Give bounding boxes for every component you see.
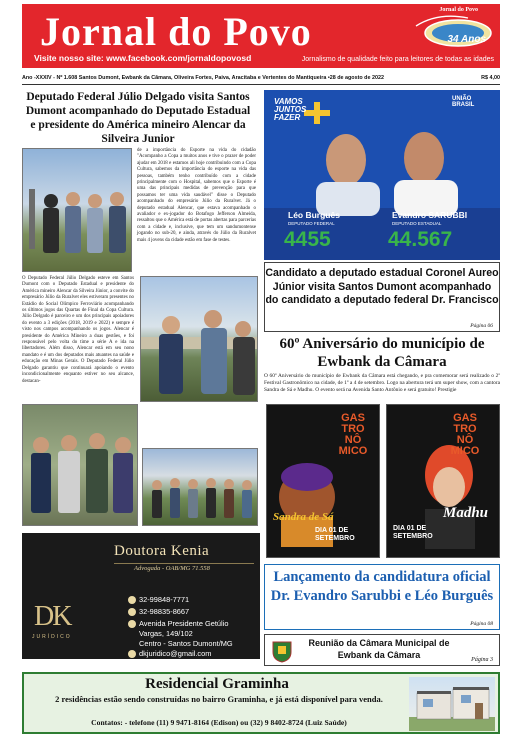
- lawyer-oab: Advogada - OAB/MG 71.558: [134, 565, 210, 572]
- candidate-right-name: Evandro SARUBBI: [392, 210, 468, 220]
- party-name: UNIÃO BRASIL: [452, 96, 475, 108]
- poster1-artist: Sandra de Sá: [273, 511, 334, 523]
- festival-poster-sandra: [266, 404, 380, 558]
- phone-icon: [128, 608, 136, 616]
- house-render-image: [409, 677, 495, 731]
- price: R$ 4,00: [481, 75, 500, 81]
- email-icon: [128, 650, 136, 658]
- phone-line-2: 32-98835-8667: [128, 607, 189, 616]
- edition-text: Ano -XXXIV - Nº 1.608 Santos Dumont, Ewbank da Câmara, Oliveira Fortes, Paiva, Aracitaba e Vertentes do Mantiqueira •28 de agosto de 2022: [22, 75, 384, 81]
- poster1-title-3: NÔ: [344, 434, 362, 446]
- poster2-title-1: GAS: [453, 412, 477, 424]
- candidate-story-box[interactable]: [264, 262, 500, 332]
- photo-group-men-field: [22, 148, 132, 272]
- photo-group-stadium: [142, 448, 258, 526]
- campaign-ad: [264, 90, 500, 260]
- candidate-right-role: DEPUTADO ESTADUAL: [392, 221, 442, 226]
- photo-men-posing: [22, 404, 138, 526]
- masthead: [22, 4, 500, 68]
- poster2-title-2: TRO: [453, 423, 477, 435]
- address-line-3: Centro - Santos Dumont/MG: [139, 639, 233, 648]
- lead-text-left: O Deputado Federal Júlio Delgado esteve em Santos Dumont com o Deputado Estadual e presidente do América mineiro Alencar da Silveira Júnior, a convite do empresário Júlio da Ruralvet eles estiveram presentes no Estádio do Social Olímpico Ferroviário acompanhando os últimos jogos das Quartas de Final da Copa Cultura. Júlio Delgado é parceiro e um dos principais apoiadores do evento a 3 edições (2018, 2019 e 2022) e sempre é visto nos campos acompanhando os jogos. Alencar é presidente do América Mineiro a duas gestões, e foi responsável pelo volta do time a série A e ida na libertadores. Além disso, Alencar está em seu nono mandato e é um dos deputados mais atuantes na saúde e educação em Minas Gerais. O Deputado Federal Júlio Delgado garantiu que continuará apoiando o evento incondicionalmente enquanto estiver no seu alcance, destacan-: [22, 276, 134, 384]
- residencial-title: Residencial Graminha: [145, 676, 289, 692]
- ad-divider: [114, 563, 254, 564]
- candidate-right-number: 44.567: [388, 228, 453, 251]
- city-coat-of-arms-icon: [271, 639, 293, 663]
- festival-poster-madhu: [386, 404, 500, 558]
- website-link[interactable]: Visite nosso site: www.facebook.com/jornaldopovosd: [34, 53, 252, 63]
- anniversary-headline: 60º Aniversário do município de Ewbank da Câmara: [279, 336, 485, 370]
- candidate-story-headline: Candidato a deputado estadual Coronel Aureo Júnior visita Santos Dumont acompanhado do candidato a deputado federal Dr. Francisco: [265, 267, 499, 306]
- poster1-title-1: GAS: [341, 412, 365, 424]
- launch-story-box[interactable]: [264, 564, 500, 630]
- candidate-left-role: DEPUTADO FEDERAL: [288, 221, 335, 226]
- tagline: Jornalismo de qualidade feito para leitores de todas as idades: [301, 56, 494, 63]
- address-line-1: Avenida Presidente Getúlio: [128, 619, 228, 628]
- poster1-date: DIA 01 DE SETEMBRO: [315, 527, 355, 542]
- residencial-contacts: Contatos: - telefone (11) 9 9471-8164 (Edison) ou (32) 9 8402-8724 (Luiz Saúde): [91, 718, 347, 727]
- anniversary-text: O 60º Aniversário do município de Ewbank da Câmara está chegando, e pra comemorar será realizado o 2º Festival Gastronômico na cidade, de 1º a 4 de setembro. Logo na abertura terá um super show, com a cantora Sandra de Sá e Madhu. O evento será na Avenida Santo Antônio e será gratuito! Prestigie: [264, 373, 500, 393]
- edition-info-bar: [22, 71, 500, 85]
- meeting-story-page: Página 3: [471, 657, 493, 663]
- phone-line-1: 32-99848-7771: [128, 595, 189, 604]
- residencial-text: 2 residências estão sendo construídas no bairro Graminha, e já está disponível para venda.: [55, 694, 383, 704]
- candidate-story-page: Página 06: [470, 323, 493, 329]
- launch-story-headline: Lançamento da candidatura oficial Dr. Evandro Sarubbi e Léo Burguês: [270, 569, 494, 604]
- address-line-2: Vargas, 149/102: [139, 629, 193, 638]
- email-line: dkjuridico@gmail.com: [128, 649, 211, 658]
- poster2-date: DIA 01 DE SETEMBRO: [393, 525, 433, 540]
- location-icon: [128, 620, 136, 628]
- meeting-story-headline: Reunião da Câmara Municipal de Ewbank da Câmara: [308, 638, 450, 660]
- lead-headline: Deputado Federal Júlio Delgado visita Santos Dumont acompanhado do Deputado Estadual e presidente do América mineiro Alencar da Silveira Junior: [25, 91, 251, 145]
- newspaper-title: Jornal do Povo: [40, 9, 312, 54]
- poster1-title-2: TRO: [341, 423, 365, 435]
- whatsapp-icon: [128, 596, 136, 604]
- anniversary-badge-text: 34 Anos: [447, 34, 486, 45]
- launch-story-page: Página 08: [470, 621, 493, 627]
- ad-lawyer[interactable]: [22, 533, 260, 659]
- poster1-title-4: MICO: [338, 445, 368, 457]
- dk-logo-sub: JURÍDICO: [32, 634, 72, 640]
- poster2-title-3: NÔ: [456, 434, 474, 446]
- poster2-artist: Madhu: [443, 505, 489, 521]
- badge-small-title: Jornal do Povo: [439, 7, 478, 13]
- meeting-story-box[interactable]: [264, 634, 500, 666]
- ad-residencial[interactable]: [22, 672, 500, 734]
- poster2-title-4: MICO: [450, 445, 480, 457]
- lead-text-right: de a importância do Esporte na vida do cidadão "Acompanho a Copa a muitos anos e tive o prazer de poder ajudar em 2018 e estamos ali hoje contribuindo com a Copa Cultura, sabemos da importância do esporte na vida das pessoas, também tenho contribuído com a cidade principalmente com o Hospital, sabemos que o Esporte é uma das principais medidas de prevenção para que possamos ter uma vida saudável" disse o Deputado acompanhado do empresário Júlio da Ruralvet. Já o deputado estadual Alencar, que estava acompanhado o avaliador e ex-jogador do Botafogo Jefferson Almeida, ressaltou que o América está de portas abertas para parcerias com a cidade e, inclusive, que tem um sandumontense jogando no sub-20, e ainda, através do Júlio da Ruralvet mais 4 jovens da cidade estão em fase de testes.: [137, 148, 256, 243]
- candidate-left-name: Léo Burguês: [288, 210, 340, 220]
- candidate-left-number: 4455: [284, 228, 331, 251]
- dk-logo: DK: [34, 601, 71, 632]
- campaign-slogan: VAMOS JUNTOS FAZER: [274, 97, 307, 122]
- lawyer-name: Doutora Kenia: [114, 543, 210, 559]
- photo-men-stadium: [140, 276, 258, 402]
